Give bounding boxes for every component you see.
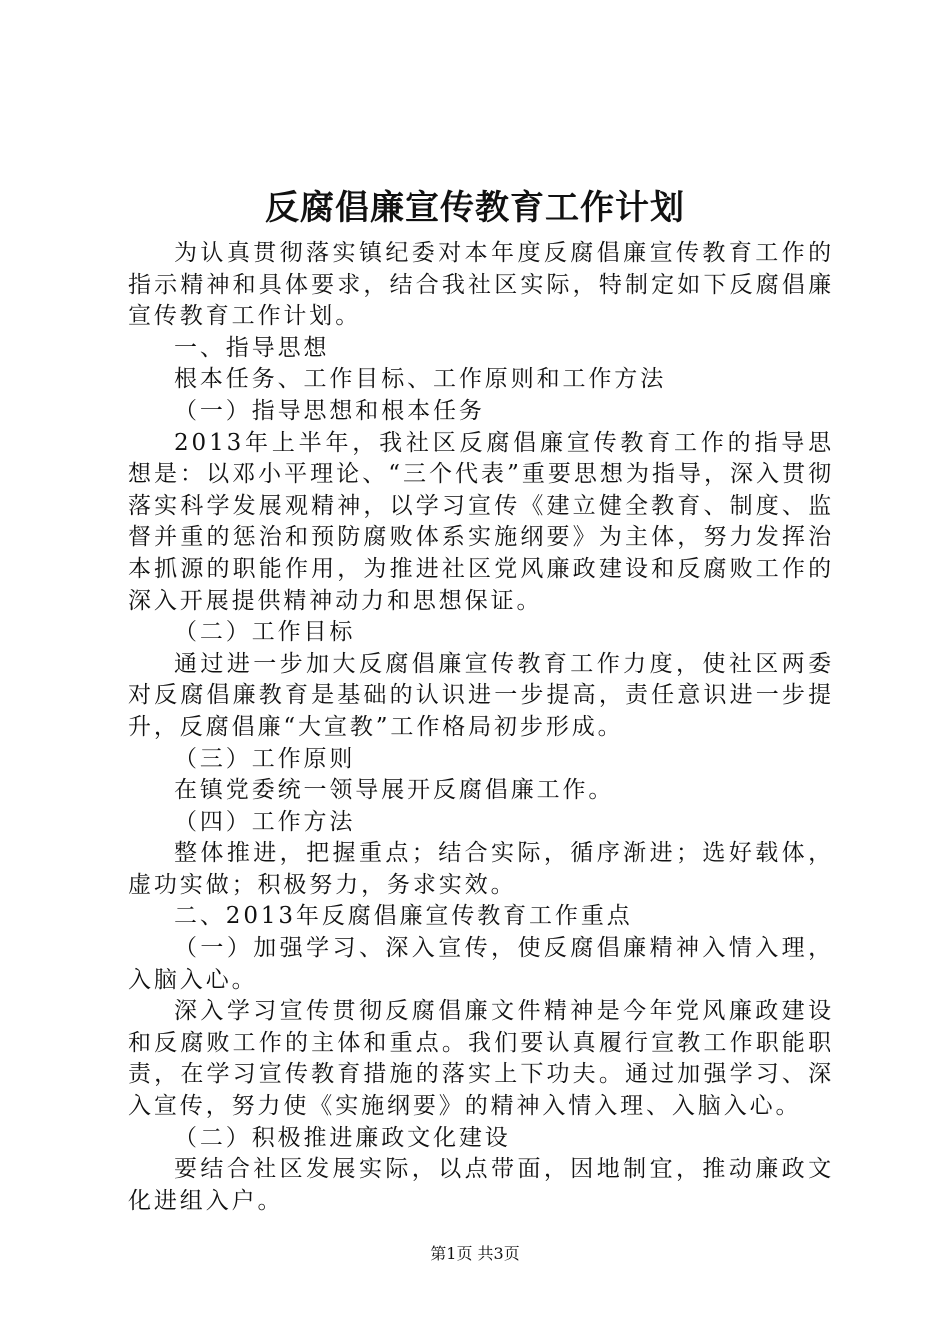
paragraph-intro: 为认真贯彻落实镇纪委对本年度反腐倡廉宣传教育工作的指示精神和具体要求，结合我社区实际，特制定如下反腐倡廉宣传教育工作计划。 [128,240,834,330]
subheading-work-goals: （二）工作目标 [174,619,356,646]
paragraph-work-goals: 通过进一步加大反腐倡廉宣传教育工作力度，使社区两委对反腐倡廉教育是基础的认识进一步提高，责任意识进一步提升，反腐倡廉“大宣教”工作格局初步形成。 [128,650,834,740]
subheading-work-principles: （三）工作原则 [174,745,356,772]
document-body [128,238,834,1217]
page-number-footer: 第1页 共3页 [430,1244,520,1263]
paragraph-work-principles: 在镇党委统一领导展开反腐倡廉工作。 [174,777,615,804]
paragraph-guiding-ideology: 2013年上半年，我社区反腐倡廉宣传教育工作的指导思想是：以邓小平理论、“三个代表”重要思想为指导，深入贯彻落实科学发展观精神，以学习宣传《建立健全教育、制度、监督并重的惩治和预防腐败体系实施纲要》为主体，努力发挥治本抓源的职能作用，为推进社区党风廉政建设和反腐败工作的深入开展提供精神动力和思想保证。 [128,429,834,614]
section-heading-2013-focus: 二、2013年反腐倡廉宣传教育工作重点 [174,903,633,930]
paragraph-work-methods: 整体推进，把握重点；结合实际，循序渐进；选好载体，虚功实做；积极努力，务求实效。 [128,840,834,898]
paragraph-subtitle: 根本任务、工作目标、工作原则和工作方法 [174,366,667,393]
paragraph-study-publicize: 深入学习宣传贯彻反腐倡廉文件精神是今年党风廉政建设和反腐败工作的主体和重点。我们要认真履行宣教工作职能职责，在学习宣传教育措施的落实上下功夫。通过加强学习、深入宣传，努力使《实施纲要》的精神入情入理、入脑入心。 [128,998,834,1120]
document-title: 反腐倡廉宣传教育工作计划 [265,188,685,228]
subheading-work-methods: （四）工作方法 [174,808,356,835]
section-heading-guiding-ideology: 一、指导思想 [174,334,330,361]
paragraph-integrity-culture: 要结合社区发展实际，以点带面，因地制宜，推动廉政文化进组入户。 [128,1156,834,1214]
subheading-guiding-ideology-task: （一）指导思想和根本任务 [174,397,485,424]
subheading-study-publicize: （一）加强学习、深入宣传，使反腐倡廉精神入情入理，入脑入心。 [128,935,834,993]
subheading-integrity-culture: （二）积极推进廉政文化建设 [174,1124,511,1151]
